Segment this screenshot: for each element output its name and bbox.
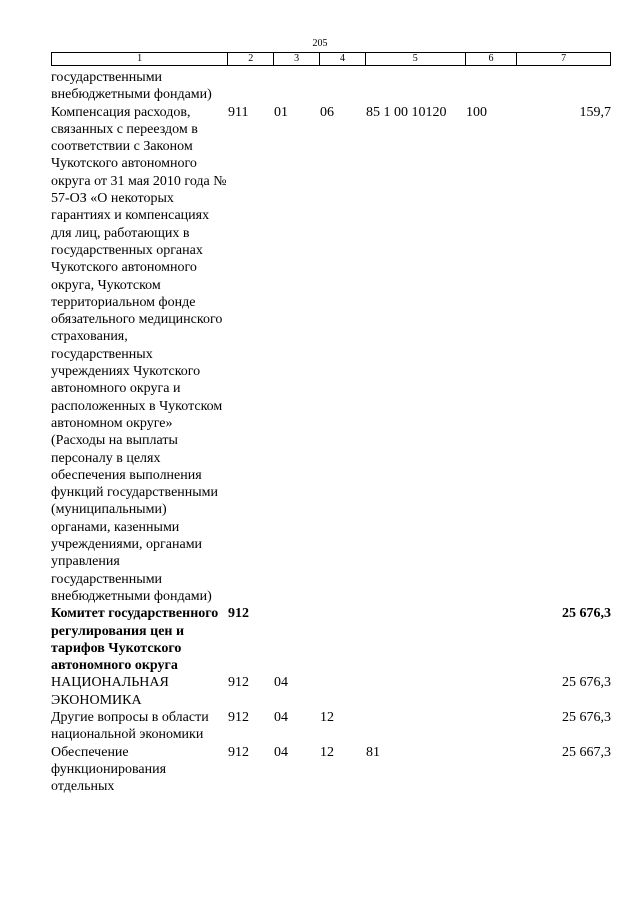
row-pr xyxy=(320,605,366,674)
row-sum: 25 676,3 xyxy=(562,675,611,691)
row-rz xyxy=(274,605,320,674)
table-row xyxy=(51,709,611,744)
row-vr xyxy=(466,605,518,674)
row-ved: 911 xyxy=(228,104,249,120)
row-name: Комитет государственного регулирования цен и тарифов Чукотского автономного округа xyxy=(51,606,219,674)
page-number: 205 xyxy=(312,38,328,49)
table-header xyxy=(51,52,611,66)
row-name: Другие вопросы в области национальной экономики xyxy=(51,709,209,743)
row-sum: 25 667,3 xyxy=(562,744,611,760)
table-row xyxy=(51,674,611,709)
table-row-committee xyxy=(51,605,611,674)
table-row xyxy=(51,104,611,606)
row-rz: 04 xyxy=(274,709,288,725)
table-body xyxy=(51,69,611,795)
row-name: Компенсация расходов, связанных с переездом в соответствии с Законом Чукотского автономного округа от 31 мая 2010 года № 57-ОЗ «О некоторых гарантиях и компенсациях для лиц, работающих в государственных органах Чукотского автономного округа, Чукотском территориальном фонде обязательного медицинского страхования, государственных учреждениях Чукотского автономного округа и расположенных в Чукотском автономном округе» (Расходы на выплаты персоналу в целях обеспечения выполнения функций государственными (муниципальными) органами, казенными учреждениями, органами управления государственными внебюджетными фондами) xyxy=(51,104,227,604)
row-rz: 01 xyxy=(274,104,288,120)
row-csr xyxy=(366,605,466,674)
row-pr: 12 xyxy=(320,744,334,760)
row-ved: 912 xyxy=(228,709,249,725)
column-header-7: 7 xyxy=(561,53,567,64)
row-vr xyxy=(466,709,518,744)
row-ved xyxy=(228,69,274,104)
row-name: НАЦИОНАЛЬНАЯ ЭКОНОМИКА xyxy=(51,675,169,708)
column-header-6: 6 xyxy=(466,53,518,65)
row-csr: 85 1 00 10120 xyxy=(366,104,447,120)
row-vr xyxy=(466,674,518,709)
row-vr: 100 xyxy=(466,104,487,120)
row-ved: 912 xyxy=(228,744,249,760)
column-header-1: 1 xyxy=(52,53,228,65)
row-sum: 25 676,3 xyxy=(562,606,611,622)
row-csr: 81 xyxy=(366,744,380,760)
row-vr xyxy=(466,69,518,104)
row-sum: 25 676,3 xyxy=(562,709,611,725)
row-ved: 912 xyxy=(228,675,249,691)
row-rz xyxy=(274,69,320,104)
table-row xyxy=(51,744,611,796)
row-pr xyxy=(320,69,366,104)
row-ved: 912 xyxy=(228,606,249,622)
column-header-4: 4 xyxy=(320,53,366,65)
row-csr xyxy=(366,69,466,104)
table-row xyxy=(51,69,611,104)
column-header-3: 3 xyxy=(274,53,320,65)
column-header-2: 2 xyxy=(228,53,274,65)
row-sum xyxy=(518,69,611,104)
column-header-5: 5 xyxy=(366,53,466,65)
row-rz: 04 xyxy=(274,744,288,760)
row-name: Обеспечение функционирования отдельных xyxy=(51,744,167,795)
row-pr: 06 xyxy=(320,104,334,120)
row-pr: 12 xyxy=(320,709,334,725)
row-name: государственными внебюджетными фондами) xyxy=(51,70,212,103)
row-csr xyxy=(366,674,466,709)
row-vr xyxy=(466,744,518,796)
row-csr xyxy=(366,709,466,744)
row-pr xyxy=(320,674,366,709)
row-rz: 04 xyxy=(274,675,288,691)
row-sum: 159,7 xyxy=(579,104,611,120)
